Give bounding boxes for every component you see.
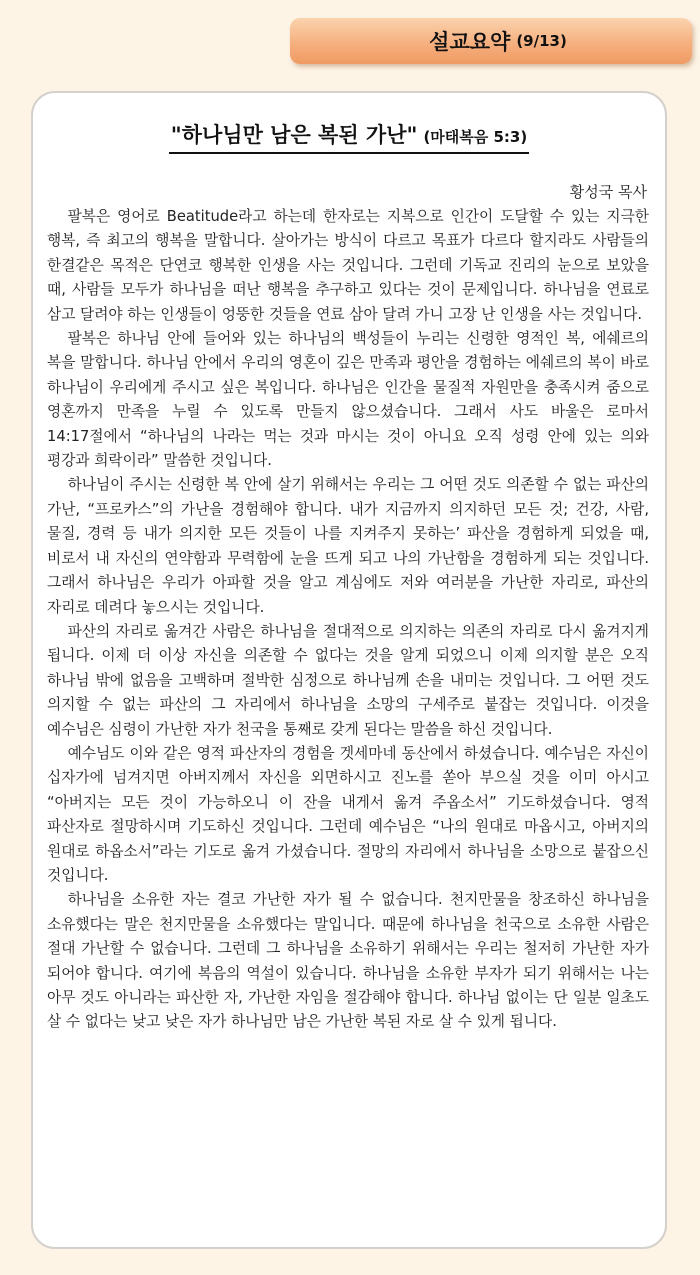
sermon-title-wrap xyxy=(33,119,665,154)
sermon-card xyxy=(31,91,667,1249)
scripture-reference: (마태복음 5:3) xyxy=(423,128,528,146)
sermon-title-line xyxy=(169,119,529,154)
paragraph-4: 파산의 자리로 옮겨간 사람은 하나님을 절대적으로 의지하는 의존의 자리로 다시 옮겨지게 됩니다. 이제 더 이상 자신을 의존할 수 없다는 것을 알게 되었으니 이제 의지할 분은 오직 하나님 밖에 없음을 고백하며 절박한 심정으로 하나님께 손을 내미는 것입니다. 그 어떤 것도 의지할 수 없는 파산의 그 자리에서 하나님을 소망의 구세주로 붙잡는 것입니다. 이것을 예수님은 심령이 가난한 자가 천국을 통째로 갖게 된다는 말씀을 하신 것입니다. xyxy=(47,622,649,738)
paragraph-1: 팔복은 영어로 Beatitude라고 하는데 한자로는 지복으로 인간이 도달할 수 있는 지극한 행복, 즉 최고의 행복을 말합니다. 살아가는 방식이 다르고 목표가 다르다 할지라도 사람들의 한결같은 목적은 단연코 행복한 인생을 사는 것입니다. 그런데 기독교 진리의 눈으로 보았을 때, 사람들 모두가 하나님을 떠난 행복을 추구하고 있다는 것이 문제입니다. 하나님을 연료로 삼고 달려야 하는 인생들이 엉뚱한 것들을 연료 삼아 달려 가니 고장 난 인생을 사는 것입니다. xyxy=(47,208,649,323)
header-tab xyxy=(290,18,692,64)
sermon-body xyxy=(47,205,649,1035)
paragraph-2: 팔복은 하나님 안에 들어와 있는 하나님의 백성들이 누리는 신령한 영적인 복, 에쉐르의 복을 말합니다. 하나님 안에서 우리의 영혼이 깊은 만족과 평안을 경험하는 에쉐르의 복이 바로 하나님이 우리에게 주시고 싶은 복입니다. 하나님은 인간을 물질적 자원만을 충족시켜 줌으로 영혼까지 만족을 누릴 수 있도록 만들지 않으셨습니다. 그래서 사도 바울은 로마서 14:17절에서 “하나님의 나라는 먹는 것과 마시는 것이 아니요 오직 성령 안에 있는 의와 평강과 희락이라” 말씀한 것입니다. xyxy=(47,330,649,470)
sermon-title: "하나님만 남은 복된 가난" xyxy=(170,123,418,147)
section-date: (9/13) xyxy=(516,32,567,50)
author-name: 황성국 목사 xyxy=(569,183,647,201)
paragraph-3: 하나님이 주시는 신령한 복 안에 살기 위해서는 우리는 그 어떤 것도 의존할 수 없는 파산의 가난, “프로카스”의 가난을 경험해야 합니다. 내가 지금까지 의지하던 모든 것; 건강, 사람, 물질, 경력 등 내가 의지한 모든 것들이 나를 지켜주지 못하는’ 파산을 경험하게 되었을 때, 비로서 내 자신의 연약함과 무력함에 눈을 뜨게 되고 나의 가난함을 경험하게 되는 것입니다. 그래서 하나님은 우리가 아파할 것을 알고 계심에도 저와 여러분을 가난한 자리로, 파산의 자리로 데려다 놓으시는 것입니다. xyxy=(47,476,649,616)
section-title: 설교요약 xyxy=(429,30,511,54)
paragraph-5: 예수님도 이와 같은 영적 파산자의 경험을 겟세마네 동산에서 하셨습니다. 예수님은 자신이 십자가에 넘겨지면 아버지께서 자신을 외면하시고 진노를 쏟아 부으실 것을 이미 아시고 “아버지는 모든 것이 가능하오니 이 잔을 내게서 옮겨 주옵소서” 기도하셨습니다. 영적 파산자로 절망하시며 기도하신 것입니다. 그런데 예수님은 “나의 원대로 마옵시고, 아버지의 원대로 하옵소서”라는 기도로 옮겨 가셨습니다. 절망의 자리에서 하나님을 소망으로 붙잡으신 것입니다. xyxy=(47,744,649,884)
paragraph-6: 하나님을 소유한 자는 결코 가난한 자가 될 수 없습니다. 천지만물을 창조하신 하나님을 소유했다는 말은 천지만물을 소유했다는 말입니다. 때문에 하나님을 천국으로 소유한 사람은 절대 가난할 수 없습니다. 그런데 그 하나님을 소유하기 위해서는 우리는 철저히 가난한 자가 되어야 합니다. 여기에 복음의 역설이 있습니다. 하나님을 소유한 부자가 되기 위해서는 나는 아무 것도 아니라는 파산한 자, 가난한 자임을 절감해야 합니다. 하나님 없이는 단 일분 일초도 살 수 없다는 낮고 낮은 자가 하나님만 남은 가난한 복된 자로 살 수 있게 됩니다. xyxy=(47,891,649,1031)
